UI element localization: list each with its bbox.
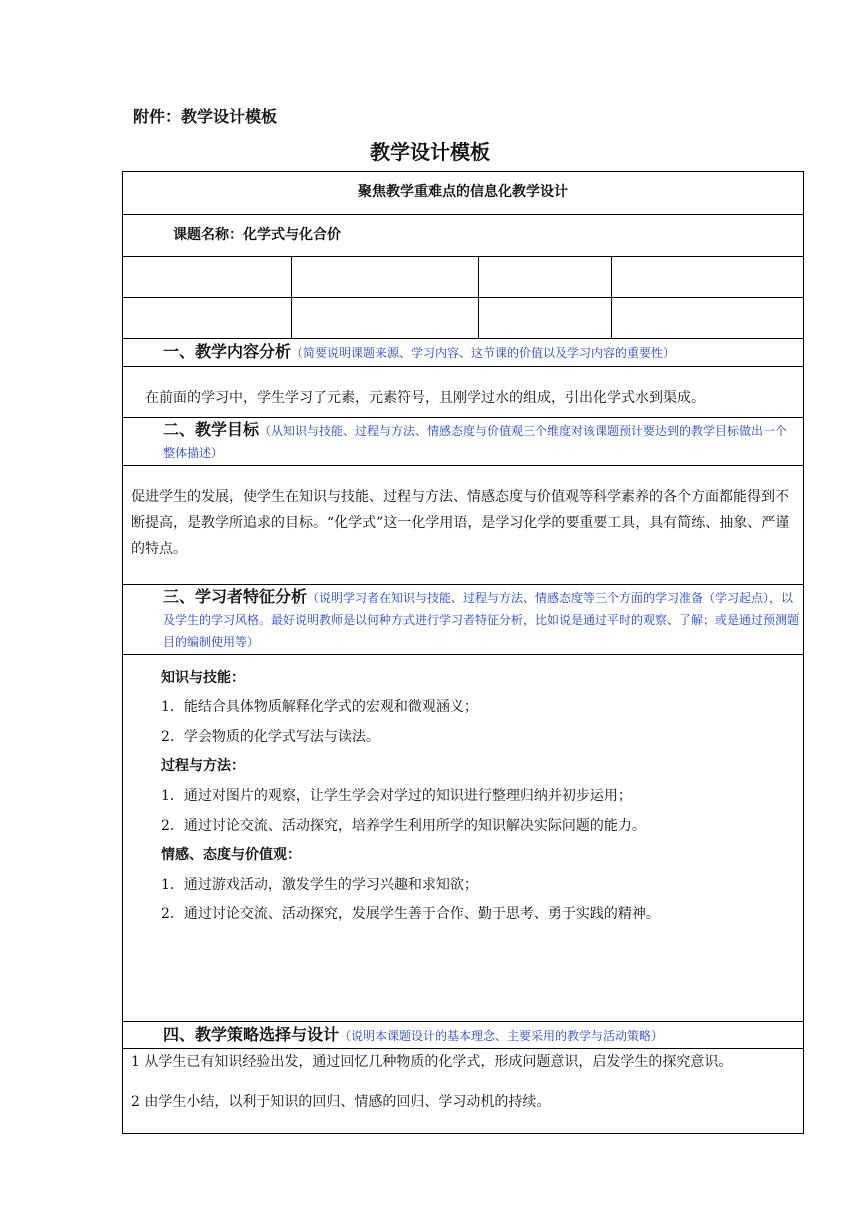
section-objectives-body (123, 465, 804, 584)
section-label: 四、教学策略选择与设计 (163, 1024, 340, 1044)
section-label: 一、教学内容分析 (163, 342, 292, 361)
group-heading: 知识与技能： (161, 669, 245, 686)
section-note: （简要说明课题来源、学习内容、这节课的价值以及学习内容的重要性） (291, 346, 676, 360)
empty-cell (612, 298, 804, 339)
empty-row-2 (123, 298, 804, 339)
empty-cell (123, 257, 292, 298)
section-strategy-heading (123, 1021, 804, 1049)
section-note: （说明本课题设计的基本理念、主要采用的教学与活动策略） (339, 1028, 664, 1043)
list-item: 1 从学生已有知识经验出发，通过回忆几种物质的化学式，形成问题意识，启发学生的探究意识。 (131, 1054, 733, 1071)
topic-name: 课题名称：化学式与化合价 (123, 215, 804, 257)
list-item: 1．通过对图片的观察，让学生学会对学过的知识进行整理归纳并初步运用； (161, 787, 632, 804)
list-item: 2．学会物质的化学式写法与读法。 (161, 728, 380, 745)
teaching-design-table (122, 171, 804, 1134)
empty-cell (479, 298, 612, 339)
group-heading: 过程与方法： (161, 758, 245, 775)
list-item: 2．通过讨论交流、活动探究，发展学生善于合作、勤于思考、勇于实践的精神。 (161, 906, 660, 923)
list-item: 2．通过讨论交流、活动探究，培养学生利用所学的知识解决实际问题的能力。 (161, 817, 646, 834)
list-item: 1．能结合具体物质解释化学式的宏观和微观涵义； (161, 699, 478, 716)
table-header: 聚焦教学重难点的信息化教学设计 (123, 172, 804, 215)
section-learner-heading (123, 584, 804, 654)
empty-cell (292, 257, 479, 298)
section-note: （说明学习者在知识与技能、过程与方法、情感态度等三个方面的学习准备（学习起点），以及学生的学习风格。最好说明教师是以何种方式进行学习者特征分析，比如说是通过平时的观察、了解；或是通过预测题目的编制使用等） (163, 590, 800, 649)
empty-cell (123, 298, 292, 339)
section-text: 在前面的学习中，学生学习了元素，元素符号，且刚学过水的组成，引出化学式水到渠成。 (145, 389, 705, 406)
section-label: 三、学习者特征分析 (163, 586, 308, 606)
empty-row-1 (123, 257, 804, 298)
empty-cell (479, 257, 612, 298)
group-heading: 情感、态度与价值观： (161, 847, 301, 864)
section-objectives-heading (123, 417, 804, 465)
attachment-label: 附件：教学设计模板 (133, 107, 278, 126)
section-learner-body (123, 654, 804, 1021)
document-title: 教学设计模板 (370, 140, 490, 164)
section-content-analysis-heading (123, 339, 804, 367)
list-item: 2 由学生小结，以利于知识的回归、情感的回归、学习动机的持续。 (131, 1093, 551, 1110)
section-label: 二、教学目标 (163, 419, 260, 439)
section-note: （从知识与技能、过程与方法、情感态度与价值观三个维度对该课题预计要达到的教学目标做出一个整体描述） (163, 423, 788, 460)
section-text: 促进学生的发展，使学生在知识与技能、过程与方法、情感态度与价值观等科学素养的各个方面都能得到不断提高，是教学所追求的目标。“化学式”这一化学用语，是学习化学的要重要工具，具有简练、抽象、严谨的特点。 (131, 488, 790, 557)
list-item: 1．通过游戏活动，激发学生的学习兴趣和求知欲； (161, 876, 478, 893)
empty-cell (612, 257, 804, 298)
empty-cell (292, 298, 479, 339)
section-content-analysis-body (123, 366, 804, 417)
section-strategy-body (123, 1049, 804, 1134)
